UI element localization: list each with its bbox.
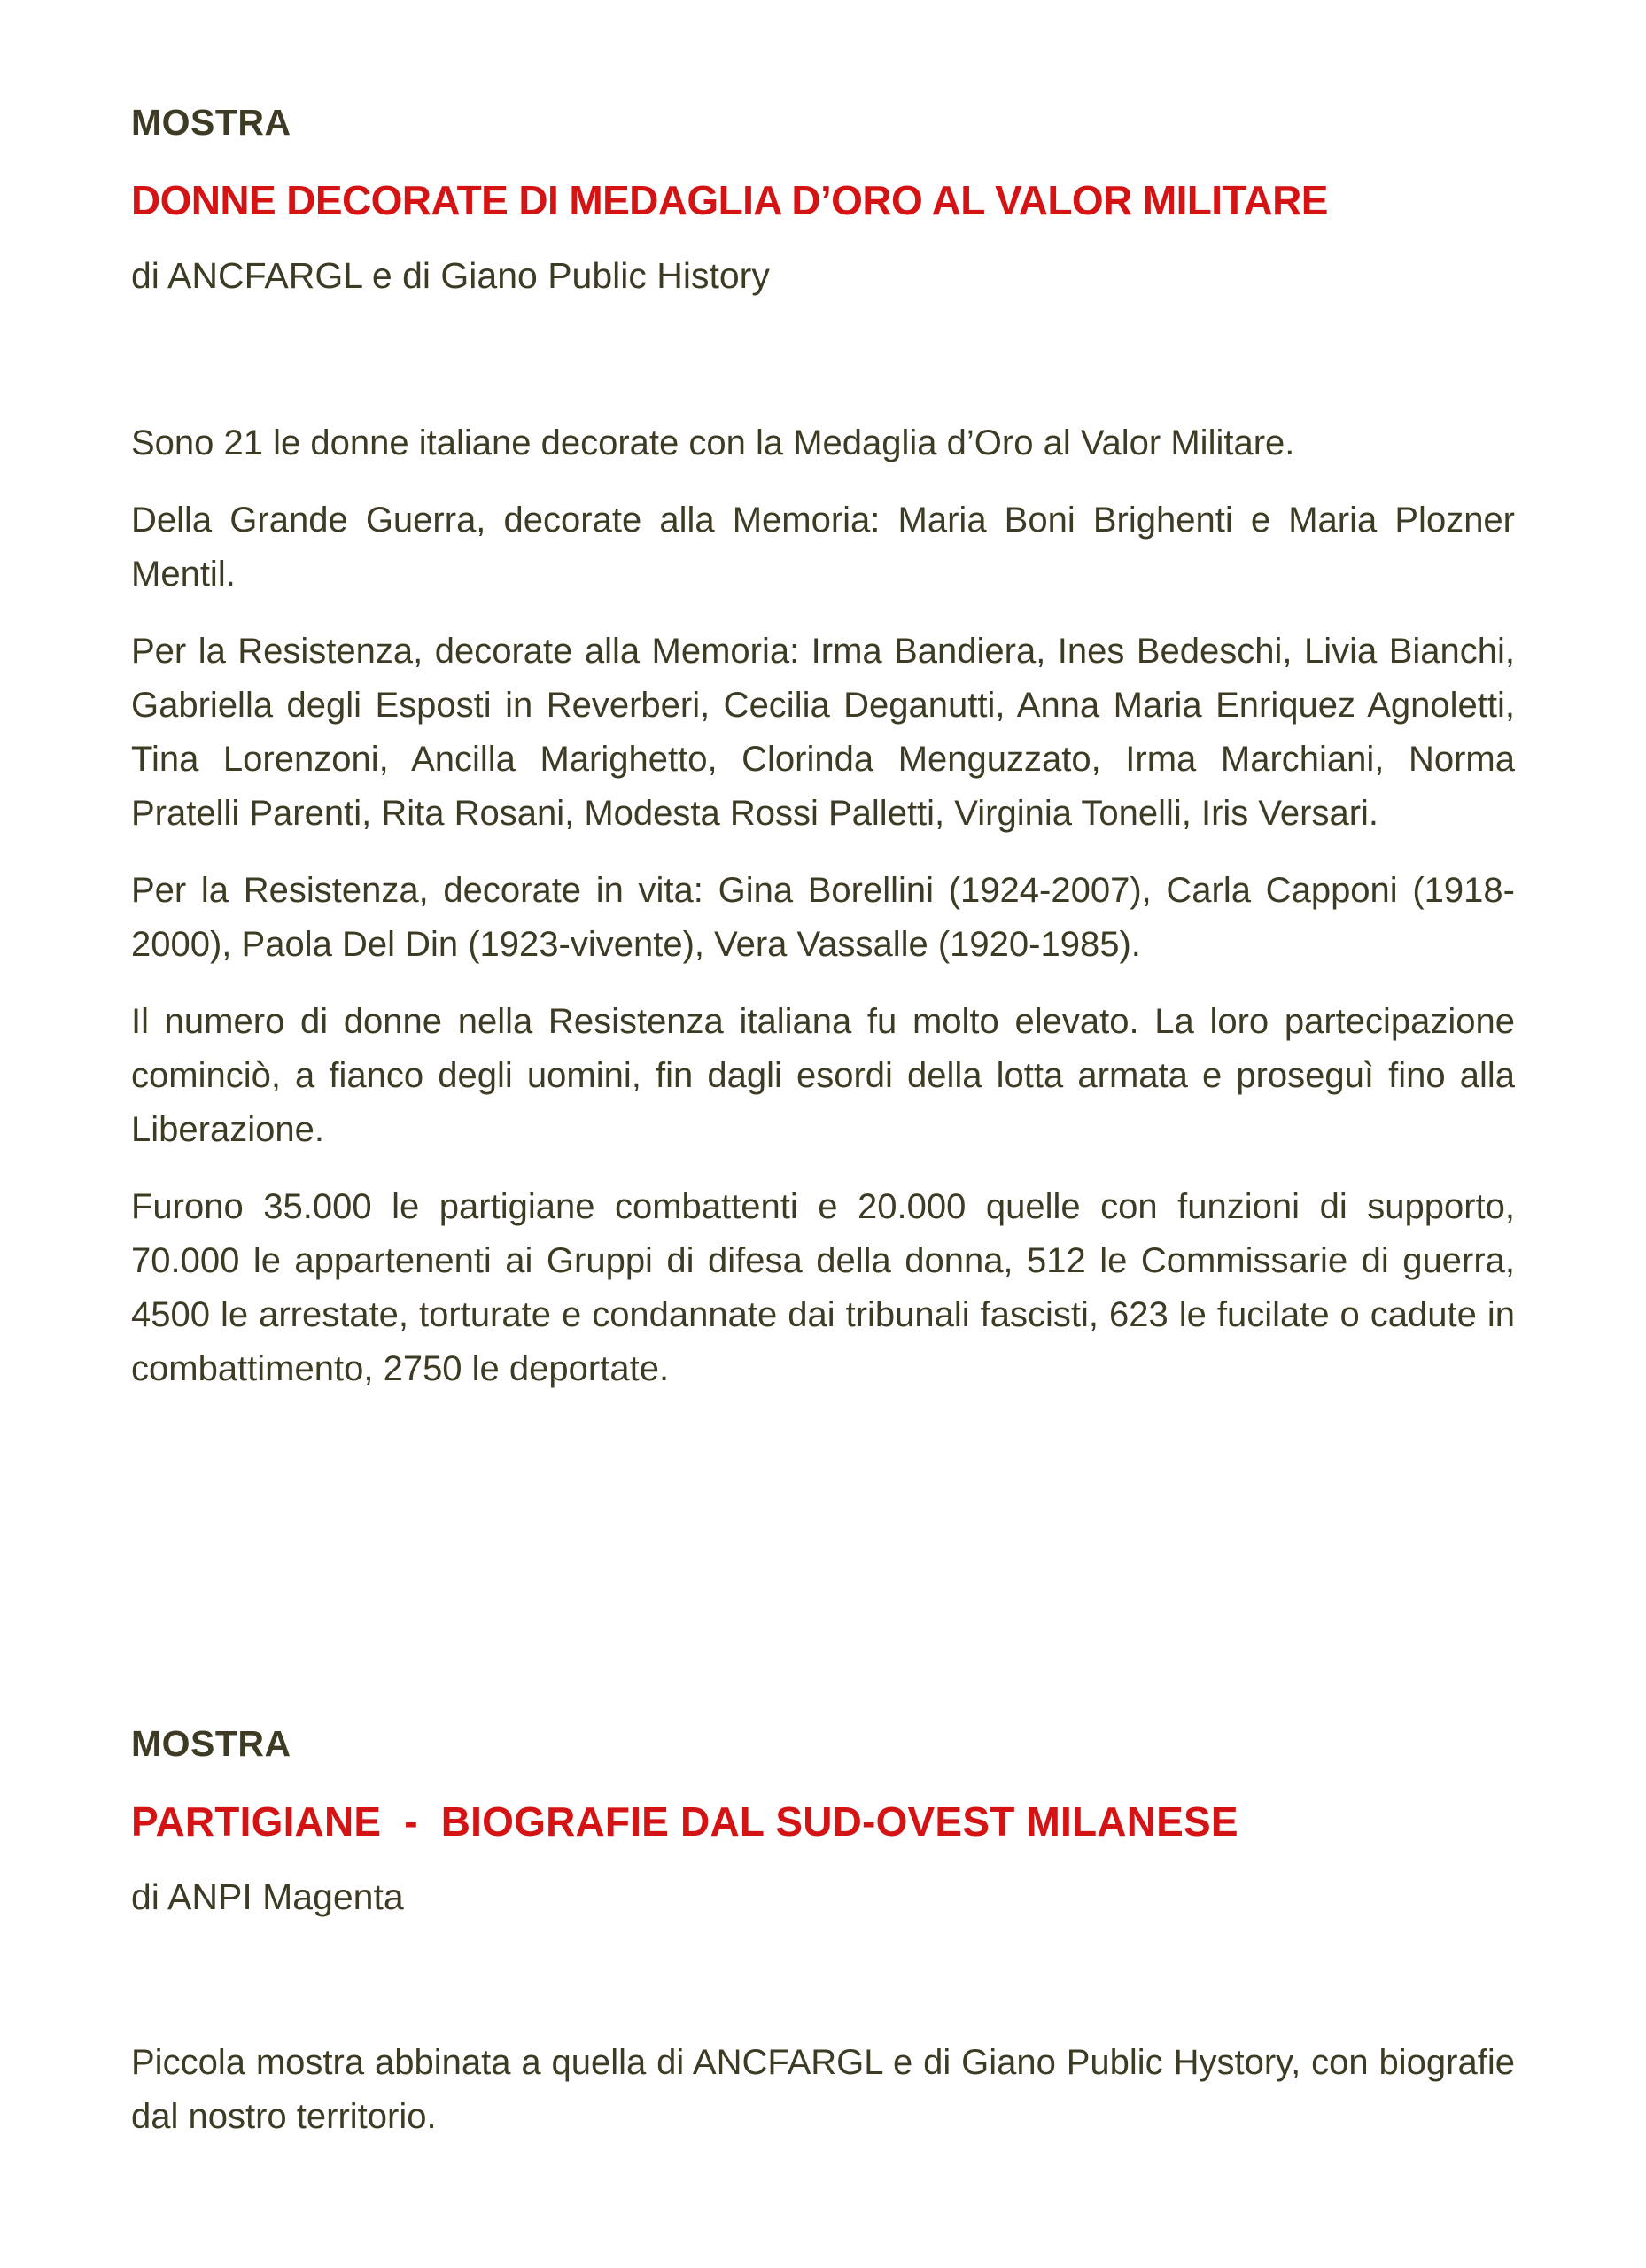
exhibition-credit: di ANPI Magenta <box>131 1876 404 1917</box>
exhibition-description <box>131 416 1515 1396</box>
section-kicker: MOSTRA <box>131 1723 291 1764</box>
paragraph: Furono 35.000 le partigiane combattenti e 20.000 quelle con funzioni di supporto, 70.000 le appartenenti ai Gruppi di difesa della donna, 512 le Commissarie di guerra, 4500 le arrestate, torturate e condannate dai tribunali fascisti, 623 le fucilate o cadute in combattimento, 2750 le deportate. <box>131 1187 1515 1388</box>
paragraph: Piccola mostra abbinata a quella di ANCFARGL e di Giano Public Hystory, con biografie dal nostro territorio. <box>131 2043 1515 2136</box>
exhibition-title: DONNE DECORATE DI MEDAGLIA D’ORO AL VALOR MILITARE <box>131 177 1328 223</box>
exhibition-credit: di ANCFARGL e di Giano Public History <box>131 255 770 296</box>
section-kicker: MOSTRA <box>131 102 291 143</box>
exhibition-section-medaglia <box>131 102 1515 1396</box>
paragraph: Sono 21 le donne italiane decorate con la Medaglia d’Oro al Valor Militare. <box>131 423 1295 462</box>
paragraph: Per la Resistenza, decorate in vita: Gina Borellini (1924-2007), Carla Capponi (1918-2000), Paola Del Din (1923-vivente), Vera Vassalle (1920-1985). <box>131 871 1515 964</box>
exhibition-description <box>131 2036 1515 2144</box>
paragraph: Della Grande Guerra, decorate alla Memoria: Maria Boni Brighenti e Maria Plozner Mentil. <box>131 501 1515 594</box>
paragraph: Per la Resistenza, decorate alla Memoria: Irma Bandiera, Ines Bedeschi, Livia Bianchi, Gabriella degli Esposti in Reverberi, Cecilia Deganutti, Anna Maria Enriquez Agnoletti, Tina Lorenzoni, Ancilla Marighetto, Clorinda Menguzzato, Irma Marchiani, Norma Pratelli Parenti, Rita Rosani, Modesta Rossi Palletti, Virginia Tonelli, Iris Versari. <box>131 632 1515 833</box>
exhibition-section-partigiane <box>131 1723 1515 2144</box>
paragraph: Il numero di donne nella Resistenza italiana fu molto elevato. La loro partecipazione cominciò, a fianco degli uomini, fin dagli esordi della lotta armata e proseguì fino alla Liberazione. <box>131 1002 1515 1149</box>
exhibition-title: PARTIGIANE - BIOGRAFIE DAL SUD-OVEST MILANESE <box>131 1798 1238 1845</box>
